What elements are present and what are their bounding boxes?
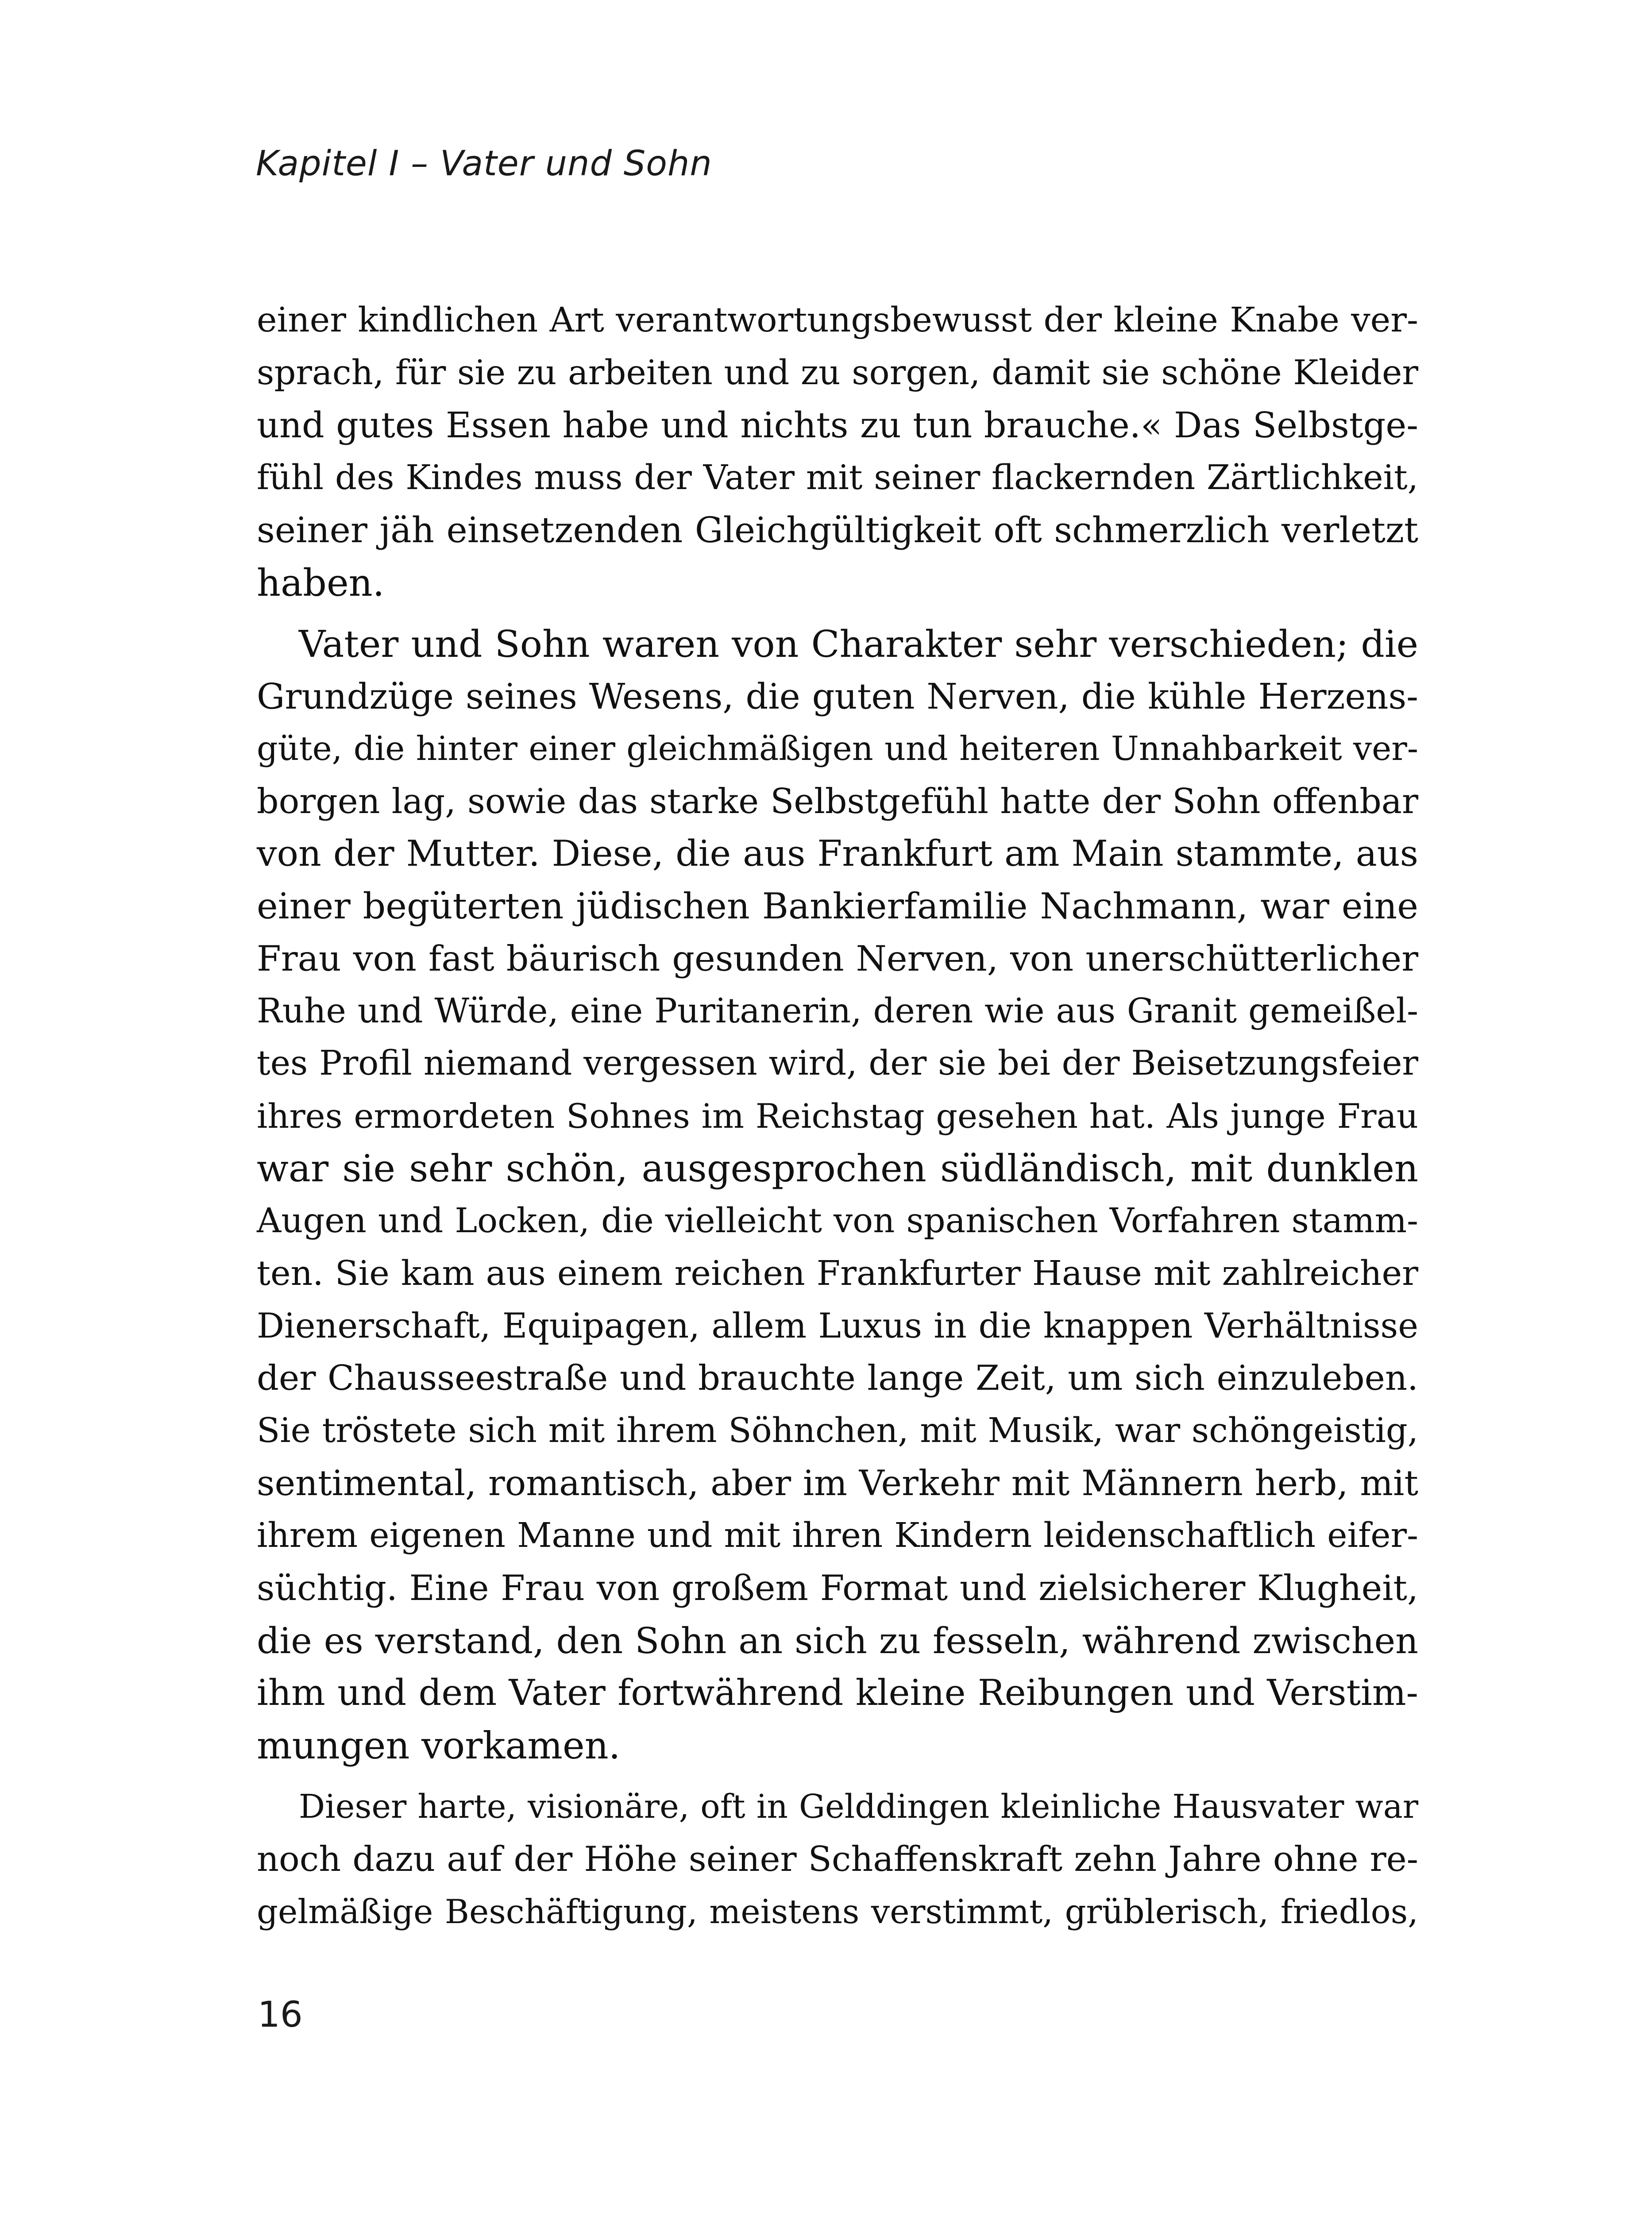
text-line: ihm und dem Vater fortwährend kleine Reibungen und Verstim- [257,1672,1418,1714]
text-line: noch dazu auf der Höhe seiner Schaffenskraft zehn Jahre ohne re- [257,1839,1418,1879]
text-line: Augen und Locken, die vielleicht von spanischen Vorfahren stamm- [257,1201,1418,1241]
text-line: die es verstand, den Sohn an sich zu fesseln, während zwischen [257,1619,1418,1662]
text-line: einer kindlichen Art verantwortungsbewusst der kleine Knabe ver- [257,301,1418,340]
text-line: Dieser harte, visionäre, oft in Gelddingen kleinliche Hausvater war [299,1788,1418,1826]
text-line: ten. Sie kam aus einem reichen Frankfurter Hause mit zahlreicher [257,1253,1418,1293]
text-line: sprach, für sie zu arbeiten und zu sorgen, damit sie schöne Kleider [257,353,1418,393]
text-line: Grundzüge seines Wesens, die guten Nerven, die kühle Herzens- [257,675,1418,717]
text-line: seiner jäh einsetzenden Gleichgültigkeit oft schmerzlich verletzt [257,509,1418,551]
paragraph [257,1781,1418,1938]
paragraph-spacing [257,1772,1418,1781]
text-line: Frau von fast bäurisch gesunden Nerven, von unerschütterlicher [257,938,1418,979]
text-line: Vater und Sohn waren von Charakter sehr verschieden; die [299,622,1418,666]
text-line: und gutes Essen habe und nichts zu tun brauche.« Das Selbstge- [257,405,1418,446]
body-text [257,294,1418,1938]
text-line: sentimental, romantisch, aber im Verkehr mit Männern herb, mit [257,1463,1418,1504]
text-line: mungen vorkamen. [257,1723,621,1767]
text-line: der Chausseestraße und brauchte lange Zeit, um sich einzuleben. [257,1358,1418,1398]
text-line: fühl des Kindes muss der Vater mit seiner flackernden Zärtlichkeit, [257,458,1418,497]
text-line: Sie tröstete sich mit ihrem Söhnchen, mit Musik, war schöngeistig, [257,1411,1418,1450]
paragraph [257,294,1418,609]
text-line: Ruhe und Würde, eine Puritanerin, deren wie aus Granit gemeißel- [257,991,1418,1031]
text-line: Dienerschaft, Equipagen, allem Luxus in die knappen Verhältnisse [257,1306,1418,1346]
text-line: ihres ermordeten Sohnes im Reichstag gesehen hat. Als junge Frau [257,1096,1418,1136]
text-line: haben. [257,561,385,605]
text-line: von der Mutter. Diese, die aus Frankfurt am Main stammte, aus [257,833,1418,875]
text-line: gelmäßige Beschäftigung, meistens verstimmt, grüblerisch, friedlos, [257,1892,1418,1931]
paragraph [257,618,1418,1772]
paragraph-spacing [257,609,1418,618]
page-number: 16 [258,1994,303,2035]
text-line: einer begüterten jüdischen Bankierfamilie Nachmann, war eine [257,885,1418,927]
text-line: war sie sehr schön, ausgesprochen südländisch, mit dunklen [257,1147,1418,1190]
text-line: güte, die hinter einer gleichmäßigen und heiteren Unnahbarkeit ver- [257,729,1418,768]
text-line: ihrem eigenen Manne und mit ihren Kindern leidenschaftlich eifer- [257,1515,1418,1555]
running-head: Kapitel I – Vater und Sohn [256,144,712,184]
text-line: tes Profil niemand vergessen wird, der sie bei der Beisetzungsfeier [257,1044,1418,1083]
text-line: süchtig. Eine Frau von großem Format und zielsicherer Klugheit, [257,1568,1418,1608]
text-line: borgen lag, sowie das starke Selbstgefühl hatte der Sohn offenbar [257,781,1418,821]
